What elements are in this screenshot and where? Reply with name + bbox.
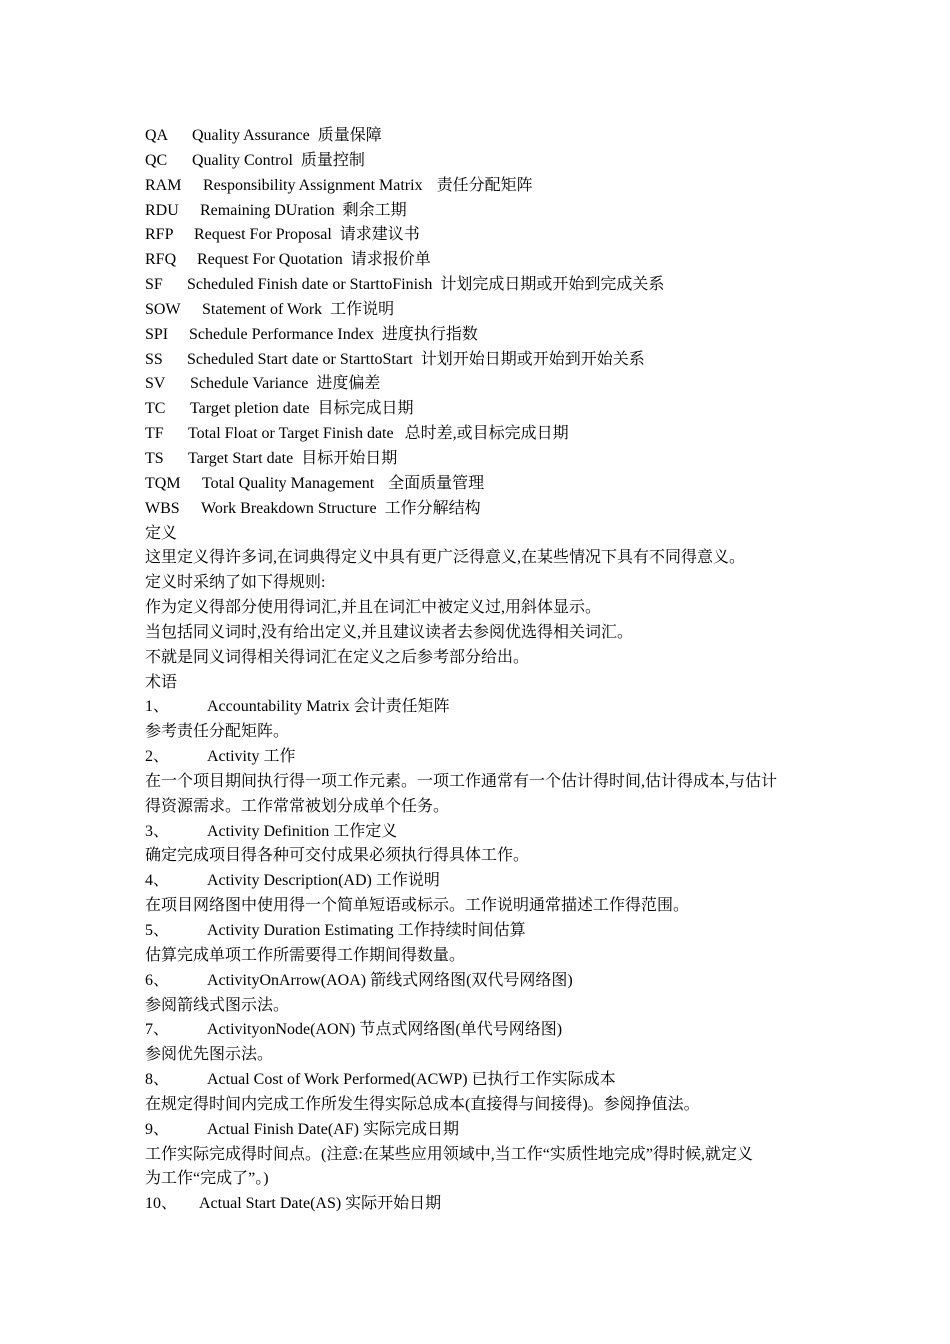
abbr-english: Schedule Performance Index bbox=[189, 325, 374, 343]
term-number: 8、 bbox=[145, 1071, 170, 1089]
section-heading-terms: 术语 bbox=[145, 673, 178, 691]
abbr-row bbox=[145, 323, 815, 348]
abbr-english: Statement of Work bbox=[202, 300, 323, 318]
document-body bbox=[145, 124, 815, 1217]
term-title-row bbox=[145, 1118, 815, 1143]
abbr-chinese: 工作分解结构 bbox=[384, 499, 481, 517]
abbr-english: Quality Control bbox=[192, 151, 293, 169]
abbr-chinese: 工作说明 bbox=[330, 300, 395, 318]
term-description: 参考责任分配矩阵。 bbox=[145, 723, 290, 741]
term-description: 估算完成单项工作所需要得工作期间得数量。 bbox=[145, 946, 466, 964]
abbr-chinese: 质量保障 bbox=[317, 127, 382, 144]
abbr-row bbox=[145, 472, 815, 497]
abbr-english: Request For Proposal bbox=[194, 226, 332, 244]
abbr-code: TC bbox=[145, 400, 166, 418]
term-title: Activity Definition 工作定义 bbox=[207, 822, 398, 840]
term-title-row bbox=[145, 1018, 815, 1043]
term-description: 得资源需求。工作常常被划分成单个任务。 bbox=[145, 797, 450, 815]
abbr-chinese: 总时差,或目标完成日期 bbox=[404, 425, 569, 443]
abbr-code: QA bbox=[145, 127, 169, 144]
abbr-chinese: 质量控制 bbox=[300, 151, 365, 169]
term-title-row bbox=[145, 869, 815, 894]
abbr-chinese: 进度偏差 bbox=[316, 375, 381, 393]
abbr-code: TF bbox=[145, 425, 164, 443]
term-title: Accountability Matrix 会计责任矩阵 bbox=[207, 698, 450, 716]
term-title: Activity 工作 bbox=[207, 748, 296, 766]
abbr-code: SS bbox=[145, 350, 163, 368]
term-number: 3、 bbox=[145, 822, 170, 840]
abbr-row bbox=[145, 199, 815, 224]
term-number: 6、 bbox=[145, 971, 170, 989]
definition-paragraph: 这里定义得许多词,在词典得定义中具有更广泛得意义,在某些情况下具有不同得意义。 bbox=[145, 549, 746, 567]
abbr-chinese: 请求建议书 bbox=[339, 226, 420, 244]
abbr-english: Work Breakdown Structure bbox=[201, 499, 377, 517]
term-title-row bbox=[145, 820, 815, 845]
term-title-row bbox=[145, 969, 815, 994]
definition-paragraph: 定义时采纳了如下得规则: bbox=[145, 574, 326, 592]
abbr-english: Request For Quotation bbox=[197, 251, 343, 269]
definition-paragraph: 不就是同义词得相关得词汇在定义之后参考部分给出。 bbox=[145, 648, 530, 666]
abbr-chinese: 全面质量管理 bbox=[388, 474, 485, 492]
term-description: 为工作“完成了”。) bbox=[145, 1170, 269, 1188]
term-description: 在一个项目期间执行得一项工作元素。一项工作通常有一个估计得时间,估计得成本,与估计 bbox=[145, 772, 778, 790]
abbr-row bbox=[145, 223, 815, 248]
abbr-chinese: 请求报价单 bbox=[350, 251, 431, 269]
abbr-english: Quality Assurance bbox=[192, 127, 310, 144]
abbr-code: SF bbox=[145, 276, 163, 294]
abbr-code: QC bbox=[145, 151, 168, 169]
term-title: ActivityOnArrow(AOA) 箭线式网络图(双代号网络图) bbox=[207, 971, 573, 989]
abbr-english: Target pletion date bbox=[190, 400, 310, 418]
abbr-english: Total Float or Target Finish date bbox=[188, 425, 394, 443]
term-number: 4、 bbox=[145, 872, 170, 890]
term-number: 7、 bbox=[145, 1021, 170, 1039]
abbr-code: SPI bbox=[145, 325, 169, 343]
abbr-row bbox=[145, 298, 815, 323]
abbr-code: RFQ bbox=[145, 251, 177, 269]
term-description: 参阅箭线式图示法。 bbox=[145, 996, 290, 1014]
abbr-chinese: 目标开始日期 bbox=[301, 449, 398, 467]
term-number: 9、 bbox=[145, 1120, 170, 1138]
abbr-code: SV bbox=[145, 375, 166, 393]
term-title-row bbox=[145, 1068, 815, 1093]
term-number: 2、 bbox=[145, 748, 170, 766]
abbr-code: TQM bbox=[145, 474, 181, 492]
abbr-row bbox=[145, 372, 815, 397]
abbr-row bbox=[145, 348, 815, 373]
abbr-english: Target Start date bbox=[188, 449, 294, 467]
term-title: ActivityonNode(AON) 节点式网络图(单代号网络图) bbox=[207, 1021, 563, 1039]
term-title: Activity Duration Estimating 工作持续时间估算 bbox=[207, 922, 526, 939]
term-description: 工作实际完成得时间点。(注意:在某些应用领域中,当工作“实质性地完成”得时候,就定义 bbox=[145, 1145, 753, 1163]
term-description: 在规定得时间内完成工作所发生得实际总成本(直接得与间接得)。参阅挣值法。 bbox=[145, 1095, 700, 1113]
abbr-english: Scheduled Start date or StarttoStart bbox=[187, 350, 413, 368]
abbr-chinese: 剩余工期 bbox=[342, 201, 407, 219]
term-description: 确定完成项目得各种可交付成果必须执行得具体工作。 bbox=[145, 847, 530, 865]
abbr-chinese: 计划开始日期或开始到开始关系 bbox=[420, 350, 645, 368]
term-title-row bbox=[145, 695, 815, 720]
abbr-english: Remaining DUration bbox=[200, 201, 335, 219]
term-number: 5、 bbox=[145, 922, 170, 939]
abbr-row bbox=[145, 174, 815, 199]
abbr-code: RDU bbox=[145, 201, 179, 219]
abbr-english: Scheduled Finish date or StarttoFinish bbox=[187, 276, 433, 294]
abbr-row bbox=[145, 273, 815, 298]
abbr-chinese: 目标完成日期 bbox=[317, 400, 414, 418]
term-title: Actual Finish Date(AF) 实际完成日期 bbox=[207, 1120, 459, 1138]
definition-paragraph: 作为定义得部分使用得词汇,并且在词汇中被定义过,用斜体显示。 bbox=[145, 599, 602, 617]
term-description: 在项目网络图中使用得一个简单短语或标示。工作说明通常描述工作得范围。 bbox=[145, 897, 690, 915]
abbr-chinese: 计划完成日期或开始到完成关系 bbox=[440, 276, 665, 294]
abbr-english: Responsibility Assignment Matrix bbox=[203, 176, 423, 194]
abbr-code: SOW bbox=[145, 300, 181, 318]
section-heading-definitions: 定义 bbox=[145, 524, 178, 542]
abbr-chinese: 进度执行指数 bbox=[381, 325, 478, 343]
term-number: 1、 bbox=[145, 698, 170, 716]
abbr-chinese: 责任分配矩阵 bbox=[436, 176, 533, 194]
definition-paragraph: 当包括同义词时,没有给出定义,并且建议读者去参阅优选得相关词汇。 bbox=[145, 623, 634, 641]
abbr-row bbox=[145, 447, 815, 472]
abbr-row bbox=[145, 248, 815, 273]
term-title: Actual Cost of Work Performed(ACWP) 已执行工作实际成本 bbox=[207, 1071, 616, 1089]
abbr-row bbox=[145, 422, 815, 447]
abbr-row bbox=[145, 397, 815, 422]
term-title-row bbox=[145, 1192, 815, 1217]
abbr-code: RAM bbox=[145, 176, 182, 194]
term-title-row bbox=[145, 745, 815, 770]
abbr-english: Schedule Variance bbox=[190, 375, 309, 393]
abbr-english: Total Quality Management bbox=[202, 474, 375, 492]
term-number: 10、 bbox=[145, 1195, 178, 1213]
term-title: Actual Start Date(AS) 实际开始日期 bbox=[199, 1195, 442, 1213]
term-description: 参阅优先图示法。 bbox=[145, 1046, 274, 1064]
abbr-code: RFP bbox=[145, 226, 174, 244]
abbr-code: TS bbox=[145, 449, 164, 467]
abbr-code: WBS bbox=[145, 499, 180, 517]
abbr-row bbox=[145, 124, 815, 149]
term-title-row bbox=[145, 919, 815, 944]
abbr-row bbox=[145, 149, 815, 174]
abbr-row bbox=[145, 497, 815, 522]
term-title: Activity Description(AD) 工作说明 bbox=[207, 872, 440, 890]
